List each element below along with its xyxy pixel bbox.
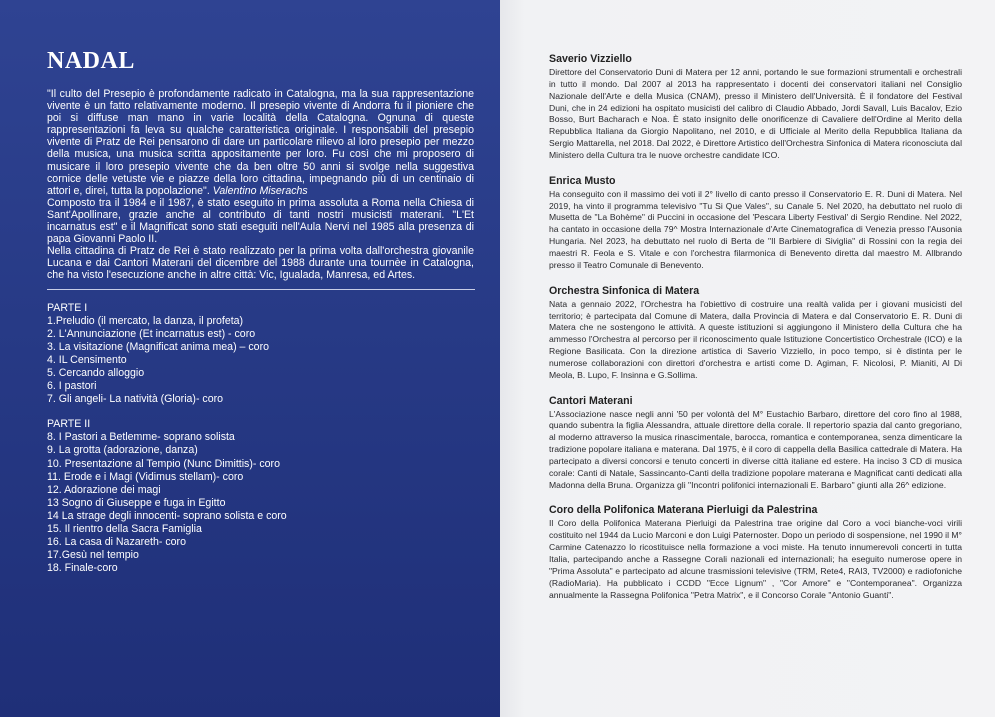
list-item: 2. L'Annunciazione (Et incarnatus est) - coro [47,327,256,340]
intro-quote-paragraph [47,88,474,197]
list-item: 6. I pastori [47,380,97,393]
bio-name: Cantori Materani [549,394,633,407]
list-item: 11. Erode e i Magi (Vidimus stellam)- coro [47,470,244,483]
divider [47,289,475,290]
list-item: 16. La casa di Nazareth- coro [47,536,186,549]
list-item: 17.Gesù nel tempio [47,549,139,562]
intro-author: Valentino Miserachs [212,184,308,197]
bio-name: Orchestra Sinfonica di Matera [549,284,700,297]
bio-text: Il Coro della Polifonica Materana Pierluigi da Palestrina trae origine dal Coro a voci bianche-voci virili costituito nel 1944 da Lucio Marconi e don Luigi Paternoster. Dopo un periodo di sospensione, nel 1990 il M° Carmine Catenazzo lo ricostituisce nella formazione a voci miste. Ha tenuto innumerevoli concerti in tutta Italia, partecipando anche a Rassegne Corali nazionali ed internazionali; ha eseguito numerose opere in "Prima Assoluta" e partecipato ad alcune trasmissioni televisive (TRM, Rete4, RAI3, TV2000) e radiofoniche (RadioMaria). Ha pubblicato i CCDD "Ecce Lignum" , "Cor Amore" e "Contemporanea". Organizza annualmente la Rassegna Polifonica "Petra Matrix", e il Concorso Corale "Antonio Guanti". [549,518,962,600]
list-item: 5. Cercando alloggio [47,366,145,379]
intro-text [47,88,474,282]
intro-paragraph-3: Nella cittadina di Pratz de Rei è stato realizzato per la prima volta dall'orchestra giovanile Lucana e dai Cantori Materani del dicembre del 1988 durante una tournèe in Catalogna, che ha visto l'esecuzione anche in altre città: Vic, Igualada, Manresa, ed Artes. [47,245,474,282]
list-item: 3. La visitazione (Magnificat anima mea) – coro [47,340,269,353]
list-item: 8. I Pastori a Betlemme- soprano solista [47,431,235,444]
bio-name: Enrica Musto [549,174,616,187]
bio-text: L'Associazione nasce negli anni '50 per volontà del M° Eustachio Barbaro, direttore del coro fino al 1988, quando subentra la figlia Alessandra, attuale direttore della corale. Il repertorio spazia dal canto gregoriano, al moderno attraverso la musica rinascimentale, barocca, romantica e contemporanea, senza dimenticare la tradizione popolare italiana e materana. Dal 1975, è il coro di cappella della Basilica cattedrale di Matera. Ha partecipato a diversi concorsi e tenuto concerti in diverse città italiane ed estere. Ha inciso 3 CD di musica corale: Canti di Natale, Sassincanto-Canti della tradizione popolare materana e Magnificat canti dedicati alla Madonna della Bruna. Organizza gli "Incontri polifonici internazionali E. Barbaro" giunti alla 26^ edizione. [549,408,962,490]
part2-title: PARTE II [47,418,91,431]
part1-list [47,315,474,407]
bio-name: Saverio Vizziello [549,53,632,65]
bio-text: Direttore del Conservatorio Duni di Matera per 12 anni, portando le sue formazioni strumentali e orchestrali in tutto il mondo. Dal 2007 al 2013 ha rappresentato i docenti dei conservatori italiani nel Consiglio Nazionale dell'Arte e della Musica (CNAM), presso il Ministero dell'Università. È il fondatore del Festival Duni, che in 24 edizioni ha ospitato musicisti del calibro di Claudio Abbado, Jordi Savall, Luis Bacalov, Ezio Bosso, Burt Bacharach e Noa. È stato insignito delle onorificenze di Cavaliere dell'Ordine al Merito della Repubblica Italiana da Giorgio Napolitano, nel 2010, e di Ufficiale al Merito della Repubblica Italiana da Sergio Mattarella, nel 2018. Dal 2022, è Direttore Artistico dell'Orchestra Sinfonica di Matera riconosciuta dal Ministero della Cultura tra le nuove orchestre candidate ICO. [549,67,962,160]
bio-name: Coro della Polifonica Materana Pierluigi da Palestrina [549,504,818,517]
list-item: 13 Sogno di Giuseppe e fuga in Egitto [47,496,226,509]
bio-enrica-musto [549,175,962,272]
intro-quote: "Il culto del Presepio è profondamente radicato in Catalogna, ma la sua rappresentazione vivente è un fatto relativamente moderno. Il presepio vivente di Andorra fu il pioniere che poi si diffuse man mano in varie località della Catalogna. Ognuna di queste rappresentazioni fa leva su qualche caratteristica originale. I responsabili del presepio vivente di Pratz de Rei pensarono di dare un particolare rilievo al loro presepio per mezzo della musica, una musica scritta appositamente per loro. Fu così che mi proposero di musicare il loro presepio vivente che da ben oltre 50 anni si svolge nella suggestiva cornice delle vetuste vie e piazze della loro cittadina, impegnando più di un centinaio di attori e, direi, tutta la popolazione". [47,88,474,197]
bio-coro-polifonica [549,504,962,601]
list-item: 1.Preludio (il mercato, la danza, il profeta) [47,314,244,327]
list-item: 10. Presentazione al Tempio (Nunc Dimittis)- coro [47,457,280,470]
bio-saverio-vizziello [549,53,962,162]
part1-title: PARTE I [47,301,88,314]
list-item: 18. Finale-coro [47,562,118,575]
intro-paragraph-2: Composto tra il 1984 e il 1987, è stato eseguito in prima assoluta a Roma nella Chiesa di Sant'Apollinare, grazie anche al contributo di tanti nostri musicisti materani. "L'Et incarnatus est" e il Magnificat sono stati eseguiti nell'Aula Nervi nel 1985 alla presenza di papa Giovanni Paolo II. [47,196,474,246]
bio-cantori-materani [549,395,962,492]
page-title: NADAL [47,48,135,74]
bio-text: Nata a gennaio 2022, l'Orchestra ha l'obiettivo di costruire una realtà valida per i giovani musicisti del territorio; è partecipata dal Comune di Matera, dalla Provincia di Matera e dal Conservatorio E. R. Duni di Matera che ne sostengono le attività. A queste istituzioni si aggiungono il Ministero della Cultura che ha ammesso l'Orchestra al percorso per il riconoscimento quale Istituzione Concertistico Orchestrale (ICO) e la Regione Basilicata. Con la direzione artistica di Saverio Vizziello, in poco tempo, si è distinta per le numerose collaborazioni con direttori d'orchestra e artisti come D. Agiman, F. Nicolosi, P. Mianiti, Al Di Meola, B. Lupo, F. Insinna e G.Sollima. [549,298,962,380]
bio-orchestra-sinfonica [549,285,962,382]
list-item: 9. La grotta (adorazione, danza) [47,444,198,457]
list-item: 15. Il rientro della Sacra Famiglia [47,523,202,535]
list-item: 14 La strage degli innocenti- soprano solista e coro [47,509,287,522]
part2-list [47,431,474,575]
right-panel [500,0,995,717]
bio-text: Ha conseguito con il massimo dei voti il 2° livello di canto presso il Conservatorio E. R. Duni di Matera. Nel 2019, ha vinto il programma televisivo "Tu Si Que Vales", su Canale 5. Nel 2020, ha debuttato nel ruolo di Musetta de "La Bohème" di Puccini in occasione del 'Pescara Liberty Festival' di Sergio Rendine. Nel 2022, ha cantato in occasione della 79^ Mostra Internazionale d'Arte Cinematografica di Venezia presso l'Ausonia Hungaria. Nel 2023, ha debuttato nel ruolo di Berta de "Il Barbiere di Siviglia" di Rossini con la regia dei maestri R. Feola e S. Vitale e con l'orchestra filarmonica di Benevento diretta dal maestro M. Allbrando presso il Teatro Comunale di Benevento. [549,188,962,270]
list-item: 12. Adorazione dei magi [47,483,161,496]
list-item: 4. IL Censimento [47,353,127,366]
list-item: 7. Gli angeli- La natività (Gloria)- coro [47,393,224,406]
